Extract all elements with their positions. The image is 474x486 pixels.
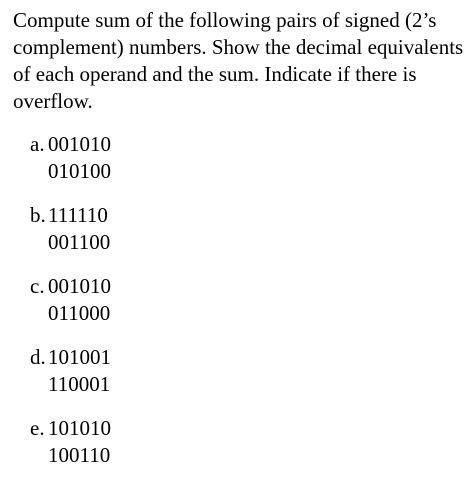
part-letter: b. bbox=[30, 203, 46, 227]
first-operand-row bbox=[30, 202, 111, 229]
second-operand: 100110 bbox=[48, 443, 111, 467]
first-operand-row bbox=[30, 273, 111, 300]
first-operand: 001010 bbox=[48, 274, 111, 298]
first-operand-row bbox=[30, 131, 111, 158]
problem-item-e bbox=[30, 415, 111, 486]
first-operand: 101001 bbox=[48, 345, 111, 369]
first-operand: 101010 bbox=[48, 416, 111, 440]
second-operand: 010100 bbox=[48, 159, 111, 183]
problem-list bbox=[30, 131, 111, 486]
problem-item-a bbox=[30, 131, 111, 202]
part-letter: a. bbox=[30, 132, 45, 156]
first-operand: 111110 bbox=[48, 203, 108, 227]
part-letter: d. bbox=[30, 345, 46, 369]
second-operand: 001100 bbox=[48, 230, 111, 254]
part-letter: e. bbox=[30, 416, 45, 440]
first-operand: 001010 bbox=[48, 132, 111, 156]
part-letter: c. bbox=[30, 274, 45, 298]
first-operand-row bbox=[30, 344, 111, 371]
first-operand-row bbox=[30, 415, 111, 442]
problem-item-d bbox=[30, 344, 111, 415]
problem-item-c bbox=[30, 273, 111, 344]
second-operand: 110001 bbox=[48, 372, 111, 396]
question-text: Compute sum of the following pairs of signed (2’s complement) numbers. Show the decimal equivalents of each operand and the sum. Indicate if there is overflow. bbox=[13, 8, 464, 113]
second-operand: 011000 bbox=[48, 301, 111, 325]
problem-item-b bbox=[30, 202, 111, 273]
